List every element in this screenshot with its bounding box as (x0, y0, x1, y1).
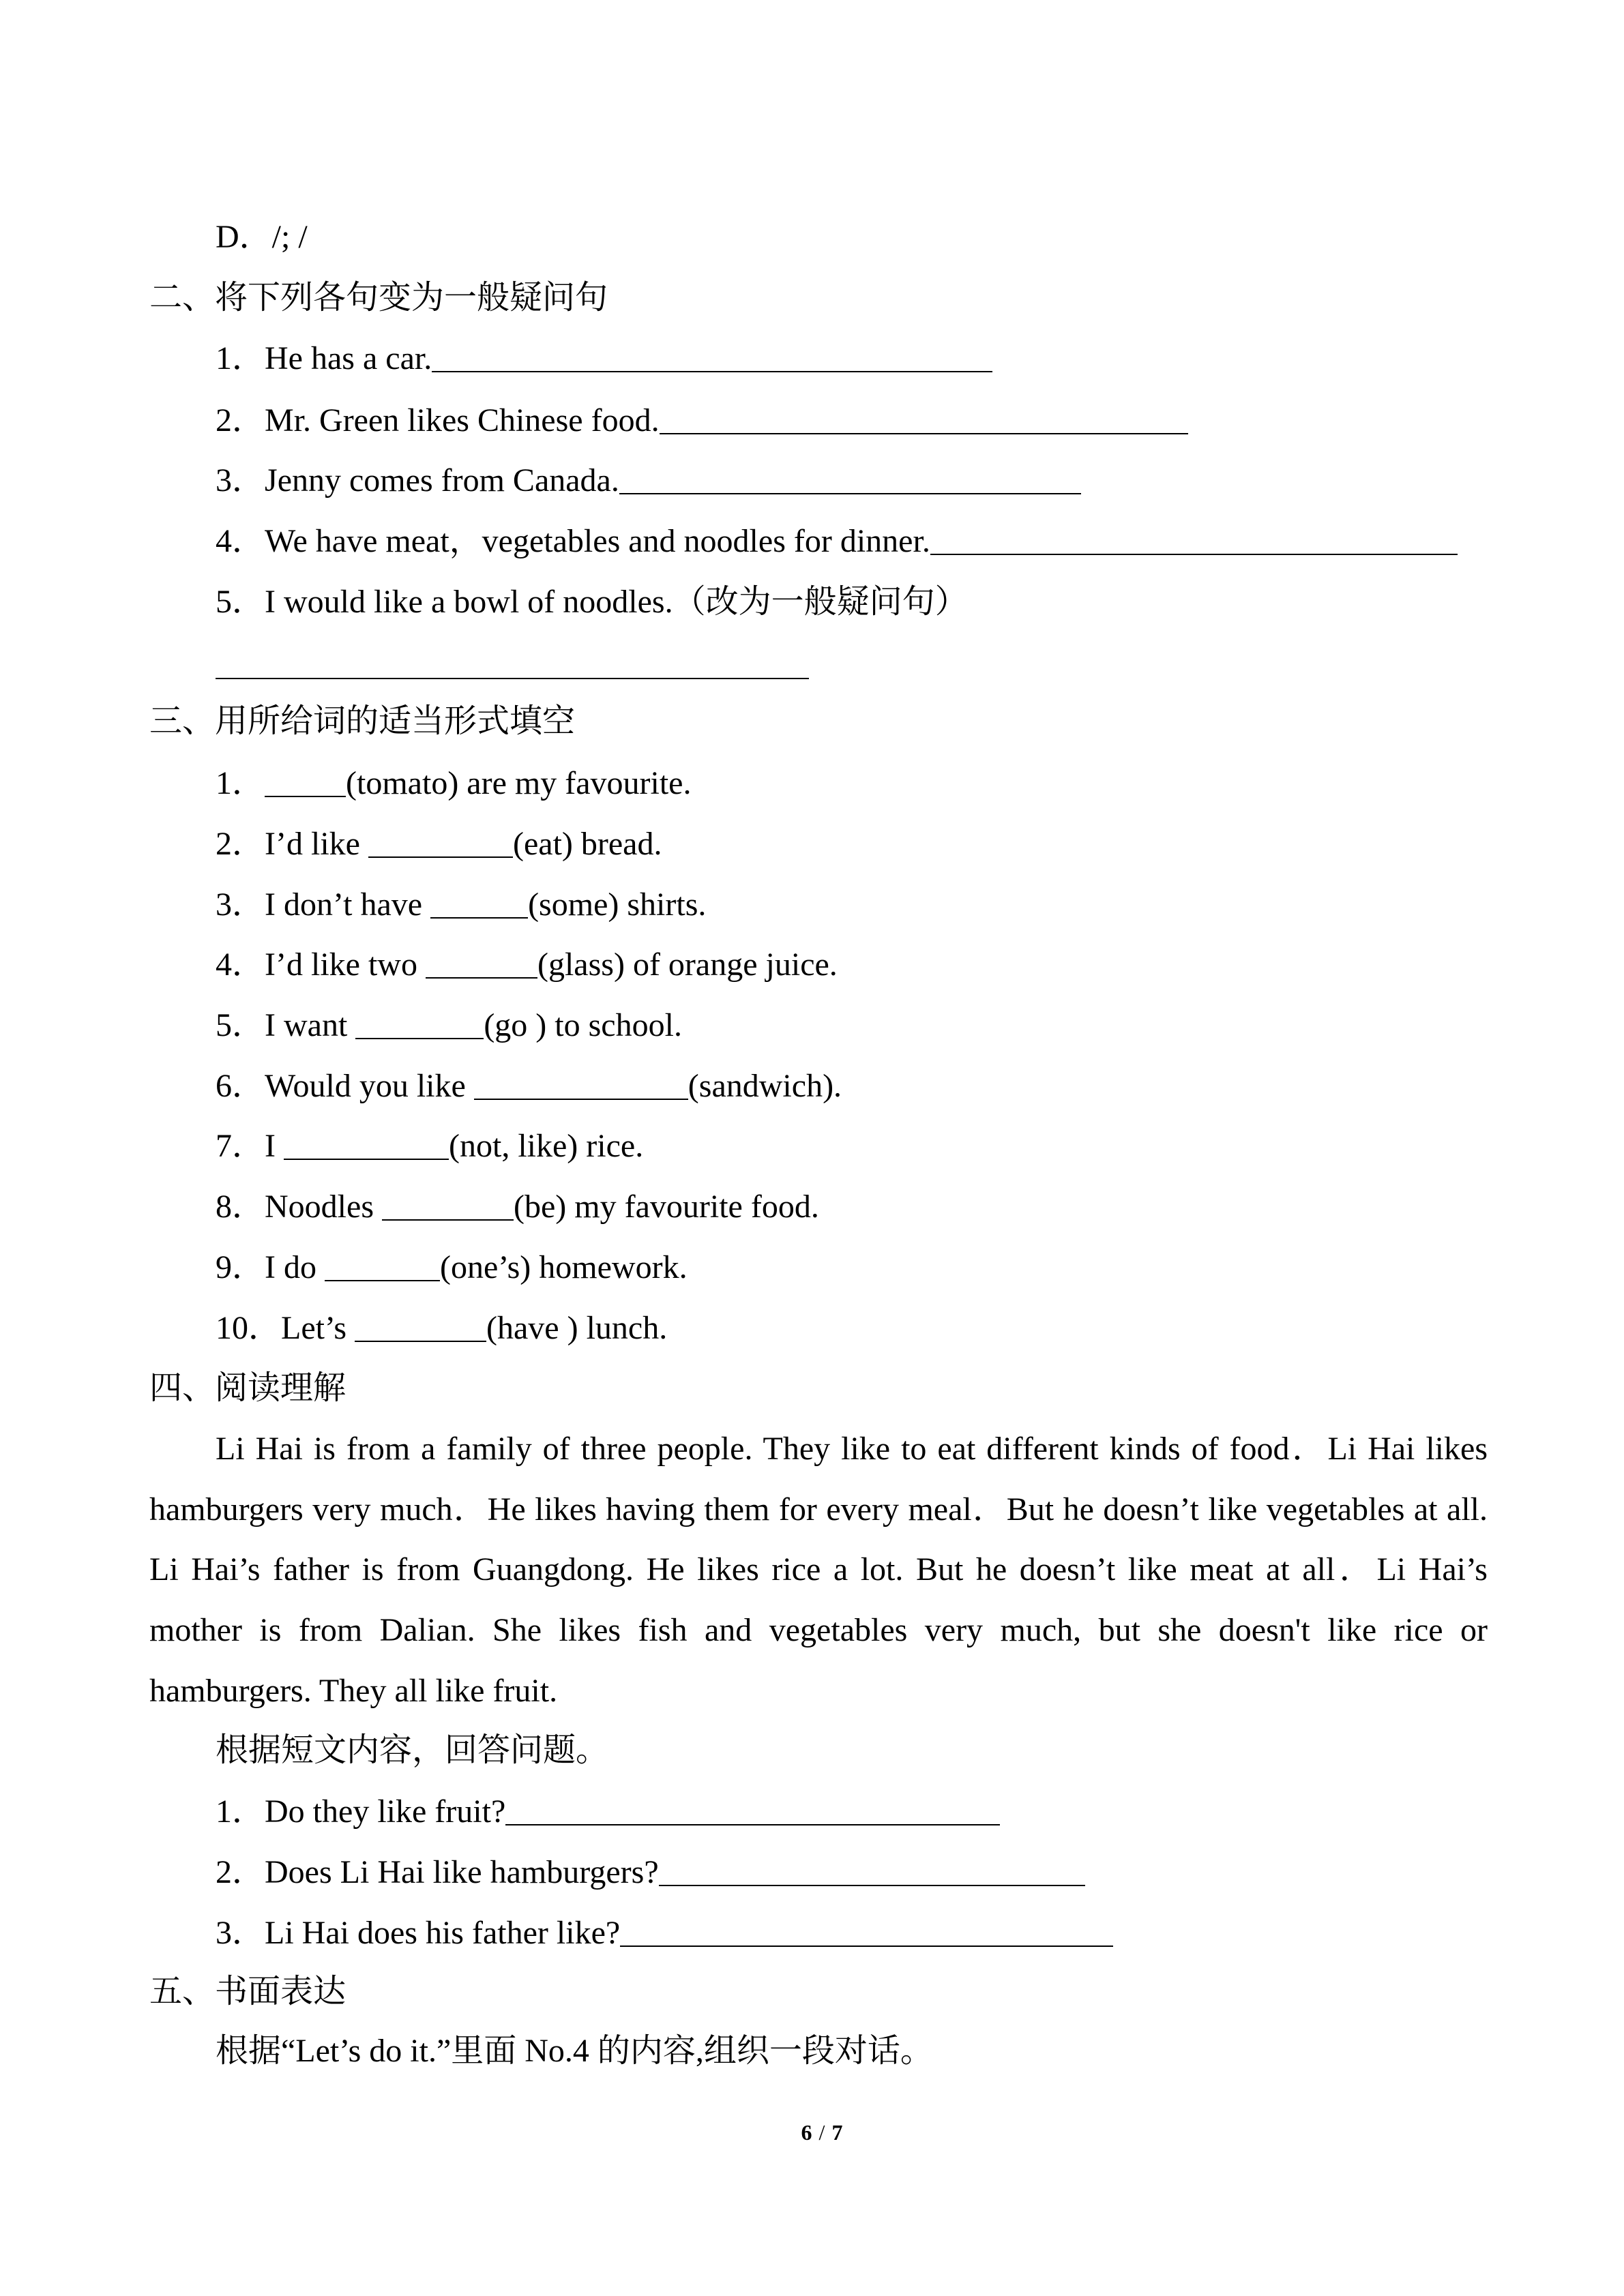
answer-blank (426, 976, 537, 979)
item-text-after: (one’s) homework. (440, 1249, 688, 1285)
answer-blank (265, 795, 346, 797)
section4-question-2 (216, 1843, 1085, 1903)
item-text-after: (sandwich). (688, 1068, 842, 1104)
answer-blank (368, 856, 513, 858)
item-number: 1． (216, 340, 265, 376)
section4-question-1 (216, 1782, 1000, 1842)
item-text: We have meat，vegetables and noodles for dinner. (265, 523, 930, 559)
answer-blank (284, 1158, 449, 1160)
section2-item-4 (216, 511, 1458, 571)
section2-item-2 (216, 391, 1188, 451)
answer-blank (620, 1945, 1113, 1947)
item-number: 5． (216, 1007, 265, 1043)
answer-blank (505, 1823, 1000, 1825)
item-number: 2． (216, 1854, 265, 1890)
answer-blank (325, 1279, 440, 1281)
item-text-after: (some) shirts. (528, 886, 707, 923)
item-text-before: I do (265, 1249, 325, 1285)
answer-blank (432, 370, 992, 372)
item-text-before: I (265, 1128, 284, 1164)
item-number: 1． (216, 765, 265, 801)
reading-paragraph-line: Li Hai’s father is from Guangdong. He likes rice a lot. But he doesn’t like meat at all．Li Hai’s (149, 1551, 1488, 1587)
reading-paragraph-line: hamburgers very much．He likes having them for every meal．But he doesn’t like vegetables at all. (149, 1491, 1488, 1527)
answer-blank (355, 1037, 484, 1039)
item-text-after: (eat) bread. (512, 826, 662, 862)
item-text-after: (go ) to school. (484, 1007, 682, 1043)
item-text: Mr. Green likes Chinese food. (265, 402, 660, 438)
item-text: I would like a bowl of noodles.（改为一般疑问句） (265, 584, 968, 620)
section2-item-3 (216, 451, 1081, 511)
section2-item-5 (216, 572, 968, 632)
item-text-after: (tomato) are my favourite. (346, 765, 692, 801)
section4-instruction: 根据短文内容，回答问题。 (216, 1732, 609, 1768)
section2-title: 二、将下列各句变为一般疑问句 (149, 280, 608, 316)
section3-item-4 (216, 935, 838, 995)
reading-paragraph-line: hamburgers. They all like fruit. (149, 1673, 558, 1709)
item-text-after: (have ) lunch. (486, 1310, 668, 1346)
item-number: 3． (216, 886, 265, 923)
item-number: 2． (216, 402, 265, 438)
section3-item-5 (216, 996, 682, 1056)
item-number: 10． (216, 1310, 282, 1346)
item-text: Li Hai does his father like? (265, 1915, 621, 1951)
answer-line (216, 678, 809, 679)
item-number: 1． (216, 1793, 265, 1830)
option-d (216, 207, 308, 267)
item-text-before: Would you like (265, 1068, 474, 1104)
page-current: 6 (801, 2120, 812, 2145)
section3-item-8 (216, 1177, 819, 1237)
item-text-after: (not, like) rice. (449, 1128, 644, 1164)
section3-item-9 (216, 1238, 688, 1298)
section3-item-3 (216, 875, 706, 935)
answer-blank (382, 1219, 514, 1221)
item-text: Do they like fruit? (265, 1793, 506, 1830)
answer-blank (660, 432, 1188, 434)
item-number: 5． (216, 584, 265, 620)
item-text-before: I don’t have (265, 886, 431, 923)
item-number: 9． (216, 1249, 265, 1285)
item-number: 4． (216, 946, 265, 983)
item-text-before: Noodles (265, 1189, 382, 1225)
page-total: 7 (831, 2120, 843, 2145)
page-number (750, 2117, 894, 2147)
item-number: 6． (216, 1068, 265, 1104)
item-text-before: I’d like (265, 826, 368, 862)
section4-title: 四、阅读理解 (149, 1370, 346, 1406)
option-d-text: D．/; / (216, 219, 308, 255)
answer-blank (355, 1340, 486, 1342)
item-text-before: Let’s (281, 1310, 355, 1346)
section3-item-2 (216, 814, 662, 874)
item-text-after: (be) my favourite food. (514, 1189, 819, 1225)
item-number: 2． (216, 826, 265, 862)
item-text: Jenny comes from Canada. (265, 462, 619, 498)
item-text-after: (glass) of orange juice. (537, 946, 838, 983)
section5-title: 五、书面表达 (149, 1973, 346, 2010)
section3-item-10 (216, 1298, 667, 1358)
reading-paragraph-line: Li Hai is from a family of three people. They like to eat different kinds of food．Li Hai likes (216, 1431, 1488, 1467)
page-separator: / (818, 2120, 825, 2145)
item-number: 7． (216, 1128, 265, 1164)
answer-blank (619, 492, 1081, 494)
section3-item-1 (216, 754, 691, 814)
item-text: Does Li Hai like hamburgers? (265, 1854, 659, 1890)
section3-item-7 (216, 1116, 643, 1176)
section3-title: 三、用所给词的适当形式填空 (149, 703, 576, 739)
answer-blank (474, 1098, 688, 1100)
item-text-before: I’d like two (265, 946, 426, 983)
section2-item-1 (216, 329, 992, 389)
section3-item-6 (216, 1056, 842, 1116)
reading-paragraph-line: mother is from Dalian. She likes fish and vegetables very much, but she doesn't like rice or (149, 1612, 1488, 1648)
section4-question-3 (216, 1903, 1113, 1963)
answer-blank (930, 553, 1458, 555)
item-text: He has a car. (265, 340, 432, 376)
item-text-before: I want (265, 1007, 356, 1043)
item-number: 4． (216, 523, 265, 559)
section5-instruction: 根据“Let’s do it.”里面 No.4 的内容,组织一段对话。 (216, 2033, 933, 2069)
answer-blank (430, 916, 528, 919)
item-number: 8． (216, 1189, 265, 1225)
item-number: 3． (216, 1915, 265, 1951)
answer-blank (659, 1884, 1085, 1886)
item-number: 3． (216, 462, 265, 498)
